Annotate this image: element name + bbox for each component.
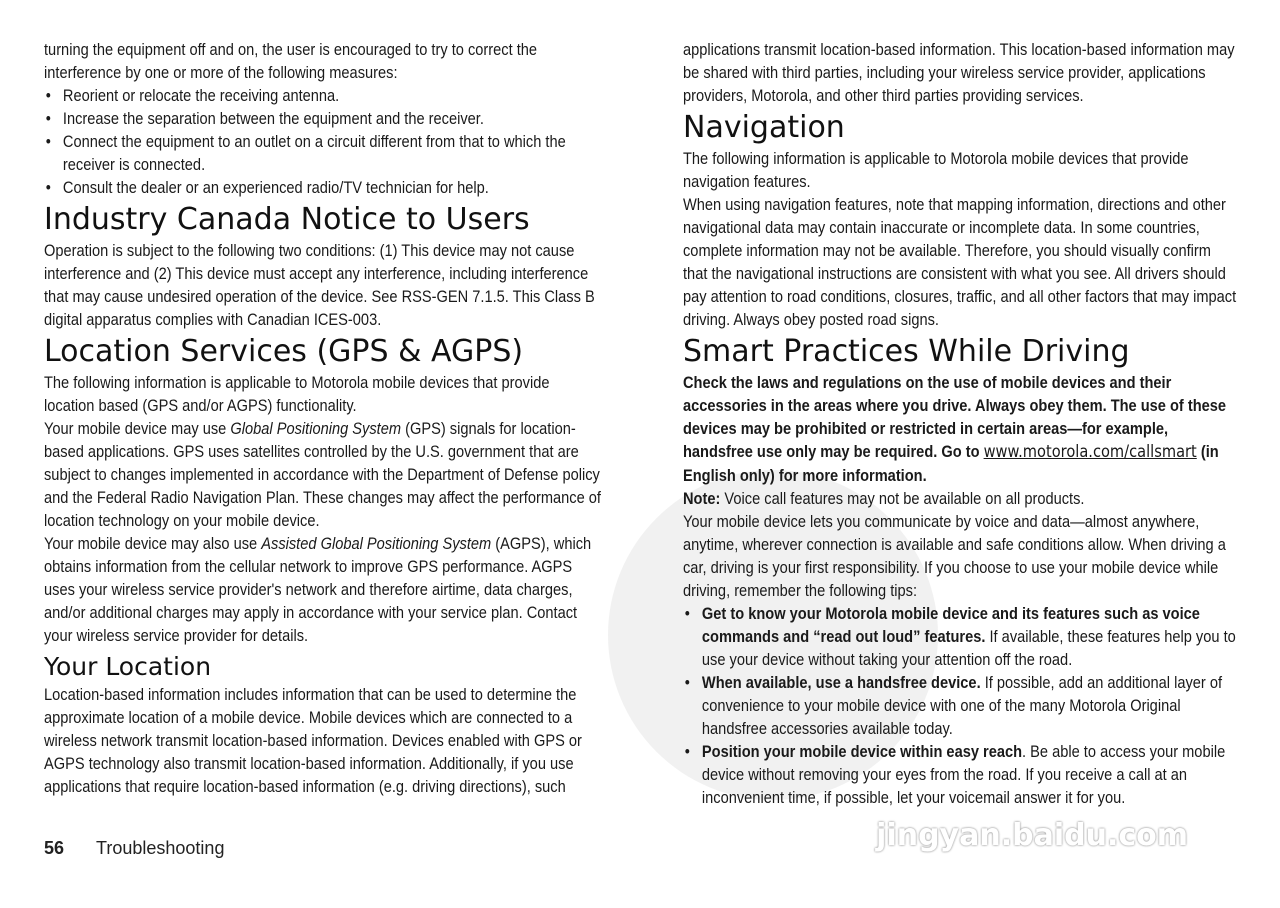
smart-practices-p2: Your mobile device lets you communicate by voice and data—almost anywhere, anytime, wherever connection is available and safe conditions allow. When driving a car, driving is your first responsibility. If you choose to use your mobile device while driving, remember the following tips: <box>683 512 1226 600</box>
page-footer <box>44 838 224 859</box>
section-name: Troubleshooting <box>96 838 225 858</box>
page-number: 56 <box>44 838 65 858</box>
location-services-p1: The following information is applicable to Motorola mobile devices that provide location based (GPS and/or AGPS) functionality. <box>44 373 550 415</box>
tip-bold: Position your mobile device within easy reach <box>701 742 1023 761</box>
tip-text: . Be able to access your mobile device without removing your eyes from the road. If you receive a call at an inconvenient time, if possible, let your voicemail answer it for you. <box>701 742 1226 807</box>
text-span: Check the laws and regulations on the use of mobile devices and their accessories in the areas where you drive. Always obey them. The use of these devices may be prohibited or restricted in certain areas—for example, handsfree use only may be required. Go to <box>683 373 1227 461</box>
list-item: • Connect the equipment to an outlet on a circuit different from that to which the receiver is connected. <box>44 130 603 176</box>
text-span: Your mobile device may also use <box>44 534 262 553</box>
right-column <box>683 38 1239 809</box>
tip-bold: When available, use a handsfree device. <box>701 673 981 692</box>
text-span: (AGPS), which obtains information from the cellular network to improve GPS performance. AGPS uses your wireless service provider's network and therefore airtime, data charges, and/or additional charges may apply in accordance with your service plan. Contact your wireless service provider for details. <box>44 534 592 645</box>
location-services-heading: Location Services (GPS & AGPS) <box>44 334 524 369</box>
text-span: (in English only) for more information. <box>683 442 1219 485</box>
location-services-p3 <box>44 532 603 647</box>
measures-list <box>44 84 603 199</box>
your-location-heading: Your Location <box>44 652 212 681</box>
watermark-text: jingyan.baidu.com <box>876 818 1188 853</box>
callsmart-link[interactable]: www.motorola.com/callsmart <box>983 442 1197 462</box>
location-services-p2 <box>44 417 603 532</box>
note-paragraph <box>683 487 1238 510</box>
left-column <box>44 38 604 798</box>
tip-bold: Get to know your Motorola mobile device and its features such as voice commands and “read out loud” features. <box>701 604 1200 646</box>
tip-text: If available, these features help you to use your device without taking your attention off the road. <box>701 627 1236 669</box>
note-label: Note: <box>683 489 721 508</box>
note-text: Voice call features may not be available on all products. <box>720 489 1085 508</box>
text-span: Your mobile device may use <box>44 419 231 438</box>
your-location-text: Location-based information includes information that can be used to determine the approximate location of a mobile device. Mobile devices which are connected to a wireless network transmit location-based information. Devices enabled with GPS or AGPS technology also transmit location-based information. Additionally, if you use applications that require location-based information (e.g. driving directions), such <box>44 685 582 796</box>
navigation-p2: When using navigation features, note that mapping information, directions and other navigational data may contain inaccurate or incomplete data. In some countries, complete information may not be available. Therefore, you should visually confirm that the navigational instructions are consistent with what you see. All drivers should pay attention to road conditions, closures, traffic, and all other factors that may impact driving. Always obey posted road signs. <box>683 195 1237 329</box>
industry-canada-text: Operation is subject to the following two conditions: (1) This device may not cause interference and (2) This device must accept any interference, including interference that may cause undesired operation of the device. See RSS-GEN 7.1.5. This Class B digital apparatus complies with Canadian ICES-003. <box>44 241 595 329</box>
list-item <box>683 671 1238 740</box>
intro-paragraph: turning the equipment off and on, the user is encouraged to try to correct the interference by one or more of the following measures: <box>44 40 538 82</box>
agps-term: Assisted Global Positioning System <box>261 534 492 553</box>
list-item <box>683 740 1238 809</box>
text-span: (GPS) signals for location-based applications. GPS uses satellites controlled by the U.S. government that are subject to changes implemented in accordance with the Department of Defense policy and the Federal Radio Navigation Plan. These changes may affect the performance of location technology on your mobile device. <box>44 419 601 530</box>
navigation-p1: The following information is applicable to Motorola mobile devices that provide navigation features. <box>683 149 1189 191</box>
continued-paragraph: applications transmit location-based information. This location-based information may be shared with third parties, including your wireless service provider, applications providers, Motorola, and other third parties providing services. <box>683 40 1235 105</box>
smart-practices-heading: Smart Practices While Driving <box>683 334 1130 369</box>
list-item: • Reorient or relocate the receiving antenna. <box>44 84 603 107</box>
list-item: • Consult the dealer or an experienced radio/TV technician for help. <box>44 176 603 199</box>
gps-term: Global Positioning System <box>230 419 402 438</box>
smart-practices-bold-paragraph <box>683 371 1238 487</box>
navigation-heading: Navigation <box>683 110 845 145</box>
tip-text: If possible, add an additional layer of convenience to your mobile device with one of the many Motorola Original handsfree accessories available today. <box>701 673 1223 738</box>
list-item: • Increase the separation between the equipment and the receiver. <box>44 107 603 130</box>
list-item <box>683 602 1238 671</box>
industry-canada-heading: Industry Canada Notice to Users <box>44 202 530 237</box>
driving-tips-list <box>683 602 1238 809</box>
